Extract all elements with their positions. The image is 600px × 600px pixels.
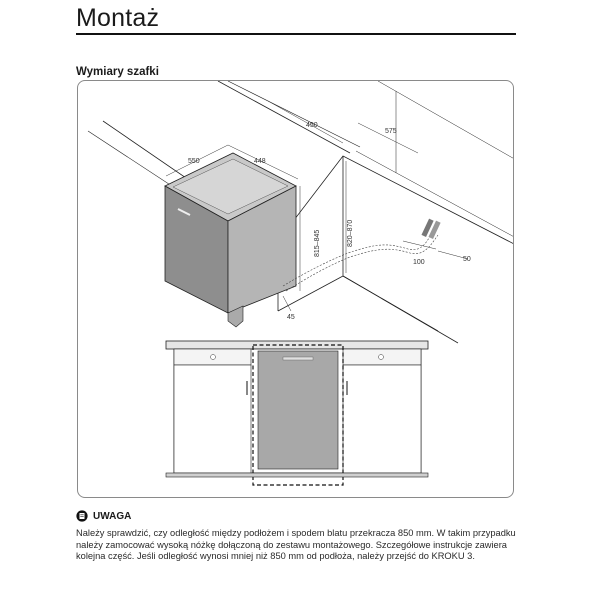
dim-toe-depth: 45 <box>287 314 295 321</box>
dim-top-depth: 575 <box>385 128 397 135</box>
installation-diagram <box>78 81 514 498</box>
dim-hose-offset: 100 <box>413 259 425 266</box>
title-divider <box>76 33 516 35</box>
dim-dishwasher-height: 815–845 <box>314 229 321 257</box>
note-text: Należy sprawdzić, czy odległość między podłożem i spodem blatu przekracza 850 mm. W takim przypadku należy zamocować wysoką nóżkę dołączoną do zestawu montażowego. Szczegółowe instrukcje zawiera kolejna część. Jeśli odległość wynosi mniej niż 850 mm od podłoża, należy przejść do KROKU 3. <box>76 528 516 562</box>
dim-dishwasher-width: 448 <box>254 158 266 165</box>
section-heading: Wymiary szafki <box>76 66 159 78</box>
cabinet-outline <box>88 81 514 343</box>
note-section <box>76 510 516 563</box>
dishwasher-illustration <box>165 153 296 327</box>
water-valve <box>421 219 440 239</box>
dim-dishwasher-depth: 550 <box>188 158 200 165</box>
dim-top-width: 450 <box>306 122 318 129</box>
cabinet-dimensions-figure <box>77 80 514 498</box>
note-label: UWAGA <box>93 510 132 522</box>
page-title: Montaż <box>76 4 160 32</box>
dim-hose-side: 50 <box>463 256 471 263</box>
kitchen-front-view <box>166 341 428 485</box>
note-icon <box>76 510 88 522</box>
dim-niche-height: 820–870 <box>347 219 354 247</box>
